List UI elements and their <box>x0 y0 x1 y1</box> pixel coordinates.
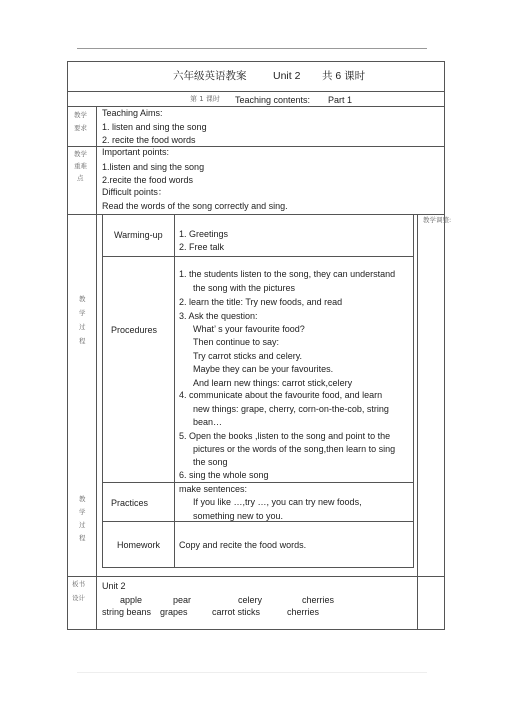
points-label-line-2: 重难 <box>74 162 87 170</box>
procedure-line: What’ s your favourite food? <box>193 324 305 334</box>
procedure-line: 4. communicate about the favourite food, and learn <box>179 390 383 400</box>
procedure-line: Try carrot sticks and celery. <box>193 351 303 361</box>
board-word: cherries <box>302 595 335 605</box>
aims-item: 2. recite the food words <box>102 135 196 145</box>
procedure-line: Maybe they can be your favourites. <box>193 364 334 374</box>
warmup-divider <box>102 256 414 257</box>
procedure-line: bean… <box>193 417 223 427</box>
board-word: grapes <box>160 607 188 617</box>
practice-line: make sentences: <box>179 484 248 494</box>
teaching-contents-label: Teaching contents: <box>235 95 311 105</box>
board-word: apple <box>120 595 143 605</box>
points-label-line-3: 点 <box>77 174 84 182</box>
homework-text: Copy and recite the food words. <box>179 540 307 550</box>
important-point-item: 1.listen and sing the song <box>102 162 205 172</box>
board-label-line-2: 设计 <box>72 594 85 602</box>
process-divider <box>67 576 445 577</box>
practices-label: Practices <box>111 498 149 508</box>
important-points-heading: Important points: <box>102 147 170 157</box>
board-word: celery <box>238 595 263 605</box>
process-label-bottom: 学 <box>79 508 86 516</box>
difficult-points-heading: Difficult points： <box>102 187 167 197</box>
procedure-line: pictures or the words of the song,then learn to sing <box>193 444 396 454</box>
plan-title: 六年级英语教案 <box>173 70 247 82</box>
board-label-line-1: 板书 <box>72 580 85 588</box>
procedure-line: 6. sing the whole song <box>179 470 269 480</box>
difficult-points-text: Read the words of the song correctly and sing. <box>102 201 288 211</box>
process-label-top: 程 <box>79 337 86 345</box>
process-label-bottom: 程 <box>79 534 86 542</box>
teaching-adjustment-label: 教学调整: <box>423 216 452 224</box>
adjust-column-divider <box>417 214 418 576</box>
aims-heading: Teaching Aims: <box>102 108 163 118</box>
total-lessons: 共 6 课时 <box>322 70 366 82</box>
process-label-top: 学 <box>79 309 86 317</box>
important-point-item: 2.recite the food words <box>102 175 194 185</box>
board-word: carrot sticks <box>212 607 261 617</box>
procedure-line: new things: grape, cherry, corn-on-the-cob, string <box>193 404 389 414</box>
board-word: string beans <box>102 607 152 617</box>
procedure-line: And learn new things: carrot stick,celery <box>193 378 353 388</box>
board-word: pear <box>173 595 192 605</box>
procedure-line: 5. Open the books ,listen to the song and point to the <box>179 431 391 441</box>
warmup-label: Warming-up <box>114 230 163 240</box>
practice-line: If you like …,try …, you can try new foods, <box>193 497 362 507</box>
homework-label: Homework <box>117 540 161 550</box>
board-unit: Unit 2 <box>102 581 126 591</box>
procedures-divider <box>102 482 414 483</box>
process-label-bottom: 教 <box>79 495 86 503</box>
page-top-rule <box>77 48 427 49</box>
aims-item: 1. listen and sing the song <box>102 122 207 132</box>
header-divider <box>67 91 445 92</box>
process-label-top: 教 <box>79 295 86 303</box>
procedure-line: Then continue to say: <box>193 337 280 347</box>
process-label-bottom: 过 <box>79 521 86 529</box>
practice-line: something new to you. <box>193 511 284 521</box>
page-bottom-rule <box>77 672 427 673</box>
lesson-number: 第 1 课时 <box>190 95 220 103</box>
procedure-line: 1. the students listen to the song, they can understand <box>179 269 396 279</box>
aims-label-line-2: 要求 <box>74 124 87 132</box>
unit-label: Unit 2 <box>273 70 301 82</box>
procedures-label: Procedures <box>111 325 158 335</box>
warmup-item: 2. Free talk <box>179 242 225 252</box>
procedure-line: the song <box>193 457 228 467</box>
process-inner-column <box>174 214 175 568</box>
aims-label-line-1: 教学 <box>74 111 87 119</box>
label-column-divider <box>96 106 97 630</box>
board-column-divider <box>417 576 418 630</box>
warmup-item: 1. Greetings <box>179 229 229 239</box>
teaching-contents-part: Part 1 <box>328 95 353 105</box>
procedure-line: the song with the pictures <box>193 283 296 293</box>
process-label-top: 过 <box>79 323 86 331</box>
points-label-line-1: 教学 <box>74 150 87 158</box>
procedure-line: 2. learn the title: Try new foods, and read <box>179 297 343 307</box>
board-word: cherries <box>287 607 320 617</box>
procedure-line: 3. Ask the question: <box>179 311 258 321</box>
